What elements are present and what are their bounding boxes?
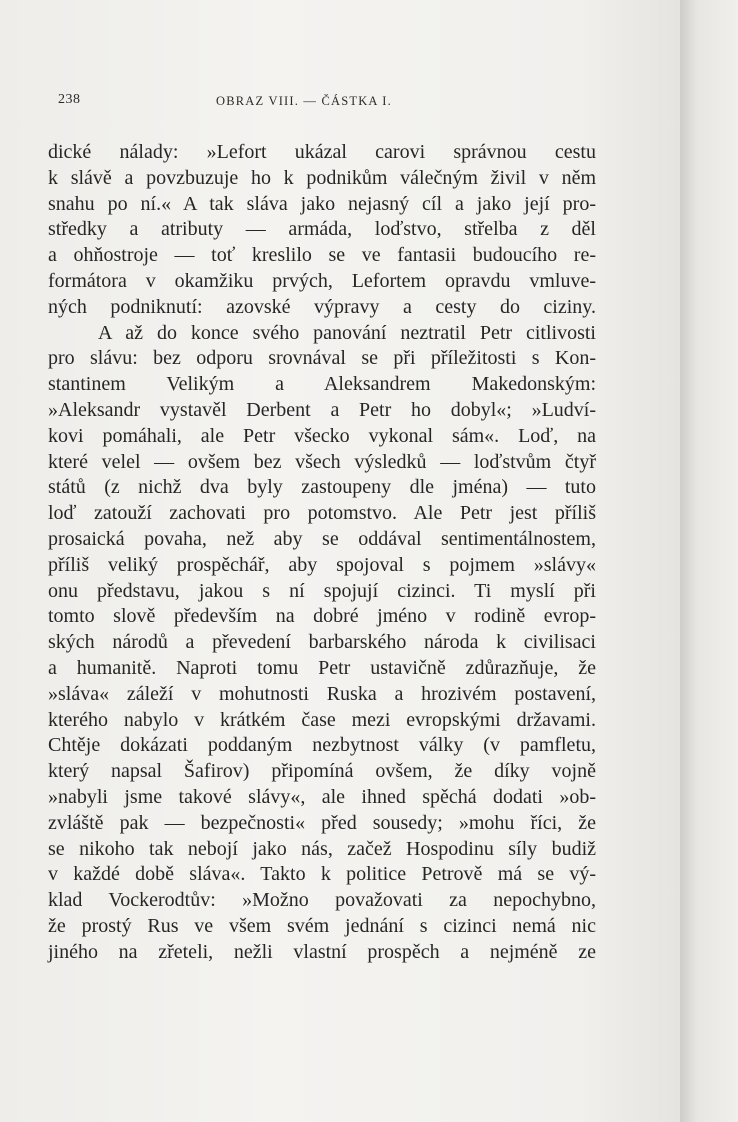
text-line: které velel — ovšem bez všech výsledků — loďstvům čtyř [48,450,596,473]
text-line: Chtěje dokázati poddaným nezbytnost války (v pamfletu, [48,734,596,757]
text-line: států (z nichž dva byly zastoupeny dle jména) — tuto [48,476,596,499]
text-line: dické nálady: »Lefort ukázal carovi správnou cestu [48,141,596,163]
text-line: loď zatouží zachovati pro potomstvo. Ale Petr jest příliš [48,502,596,525]
text-line: zvláště pak — bezpečnosti« před sousedy; »mohu říci, že [48,811,596,834]
text-line: a ohňostroje — toť kreslilo se ve fantasii budoucího re- [48,244,596,267]
text-line: v každé době sláva«. Takto k politice Petrově má se vý- [48,863,596,886]
paragraph-first-line: A až do konce svého panování neztratil Petr citlivosti [98,321,596,344]
text-line: ských národů a převedení barbarského národa k civilisaci [48,631,596,654]
text-line: a humanitě. Naproti tomu Petr ustavičně zdůrazňuje, že [48,656,596,679]
text-line: »Aleksandr vystavěl Derbent a Petr ho dobyl«; »Ludví- [48,398,596,421]
page-edge [680,0,738,1122]
text-line: kovi pomáhali, ale Petr všecko vykonal sám«. Loď, na [48,424,596,447]
text-line: onu představu, jakou s ní spojují cizinci. Ti myslí při [48,579,596,602]
text-line: tomto slově především na dobré jméno v rodině evrop- [48,605,596,628]
text-line: prosaická povaha, než aby se oddával sentimentálnostem, [48,527,596,550]
text-line: »sláva« záleží v mohutnosti Ruska a hrozivém postavení, [48,682,596,705]
body-text [48,140,596,966]
text-line: snahu po ní.« A tak sláva jako nejasný cíl a jako její pro- [48,192,596,215]
text-line: příliš veliký prospěchář, aby spojoval s pojmem »slávy« [48,553,596,576]
running-head: OBRAZ VIII. — ČÁSTKA I. [216,94,392,108]
text-line: »nabyli jsme takové slávy«, ale ihned spěchá dodati »ob- [48,785,596,808]
text-line: pro slávu: bez odporu srovnával se při příležitosti s Kon- [48,347,596,370]
text-line: jiného na zřeteli, nežli vlastní prospěch a nejméně ze [48,940,596,963]
text-line: stantinem Velikým a Aleksandrem Makedonským: [48,373,596,396]
page-number: 238 [58,92,81,107]
text-line: středky a atributy — armáda, loďstvo, střelba z děl [48,218,596,241]
text-line: kterého nabylo v krátkém čase mezi evropskými državami. [48,708,596,731]
text-line: ných podniknutí: azovské výpravy a cesty do ciziny. [48,295,596,318]
text-line: formátora v okamžiku prvých, Lefortem opravdu vmluve- [48,269,596,292]
text-line: že prostý Rus ve všem svém jednání s cizinci nemá nic [48,914,596,937]
text-line: se nikoho tak nebojí jako nás, začež Hospodinu síly budiž [48,837,596,860]
text-line: který napsal Šafirov) připomíná ovšem, že díky vojně [48,760,596,783]
text-line: k slávě a povzbuzuje ho k podnikům válečným živil v něm [48,166,596,189]
page-header [58,92,618,114]
text-line: klad Vockerodtův: »Možno považovati za nepochybno, [48,889,596,912]
